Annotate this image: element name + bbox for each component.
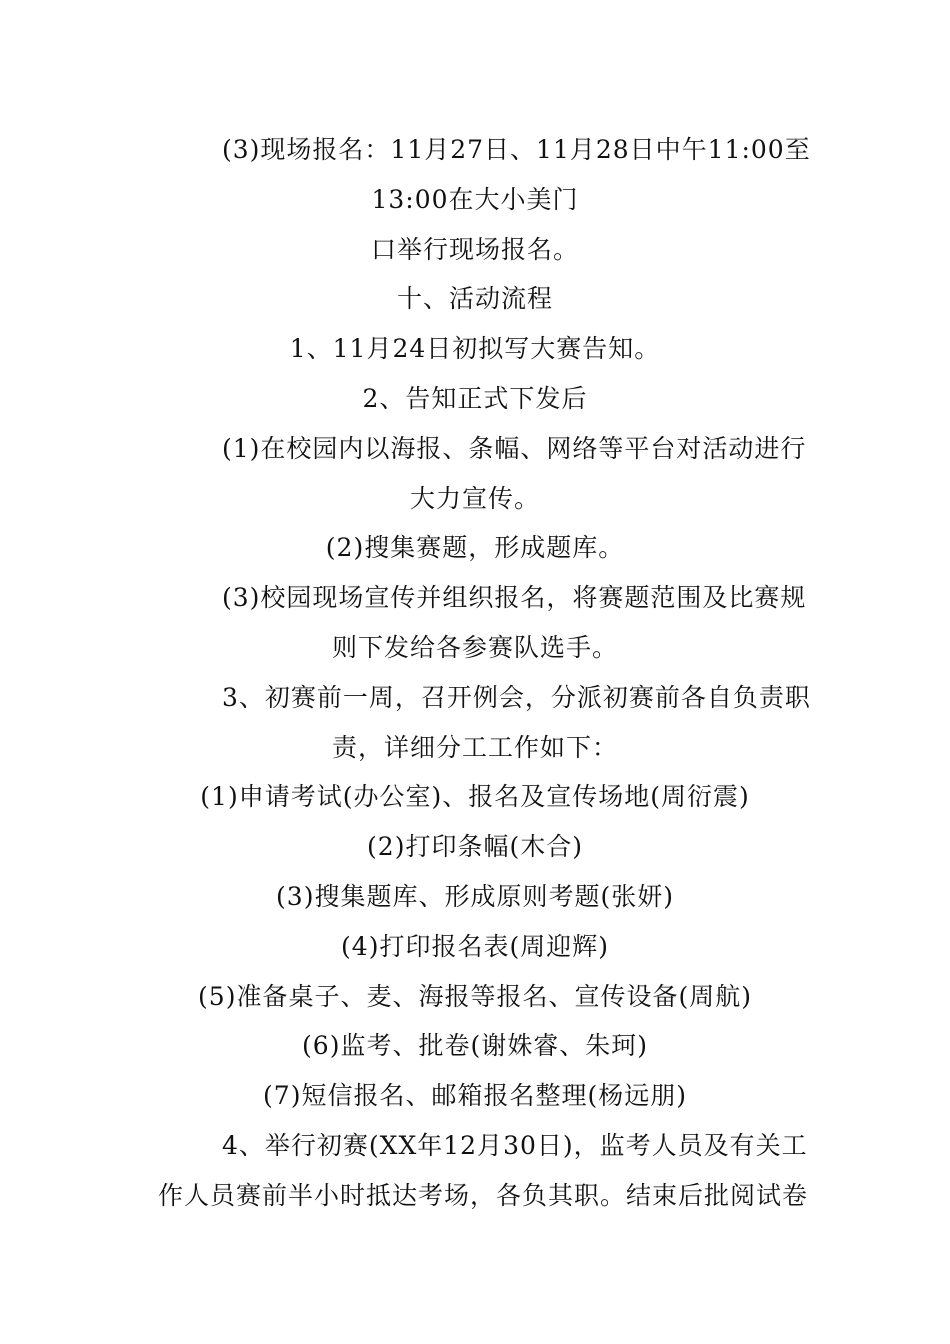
text-line: (2)打印条幅(木合) bbox=[367, 832, 583, 861]
text-line: (5)准备桌子、麦、海报等报名、宣传设备(周航) bbox=[198, 982, 752, 1011]
text-line: 责，详细分工工作如下： bbox=[331, 733, 618, 762]
text-line: 4、举行初赛(XX年12月30日)，监考人员及有关工 bbox=[222, 1131, 808, 1160]
text-line: 则下发给各参赛队选手。 bbox=[331, 633, 618, 662]
text-line: (4)打印报名表(周迎辉) bbox=[341, 932, 609, 961]
text-line: (1)申请考试(办公室)、报名及宣传场地(周衍震) bbox=[200, 782, 750, 811]
text-line: 2、告知正式下发后 bbox=[362, 384, 588, 413]
text-line: 口举行现场报名。 bbox=[370, 235, 579, 264]
text-line: 1、11月24日初拟写大赛告知。 bbox=[289, 334, 661, 363]
text-line: 13:00在大小美门 bbox=[371, 185, 579, 214]
text-line: (1)在校园内以海报、条幅、网络等平台对活动进行 bbox=[222, 434, 807, 463]
text-line: (6)监考、批卷(谢姝睿、朱珂) bbox=[302, 1031, 648, 1060]
text-line: (3)现场报名：11月27日、11月28日中午11:00至 bbox=[222, 135, 811, 164]
text-line: 作人员赛前半小时抵达考场，各负其职。结束后批阅试卷 bbox=[158, 1181, 809, 1210]
text-line: (2)搜集赛题，形成题库。 bbox=[325, 533, 625, 562]
text-line: (3)搜集题库、形成原则考题(张妍) bbox=[276, 882, 674, 911]
text-line: 3、初赛前一周，召开例会，分派初赛前各自负责职 bbox=[222, 683, 811, 712]
text-line: (3)校园现场宣传并组织报名，将赛题范围及比赛规 bbox=[222, 583, 807, 612]
text-line: (7)短信报名、邮箱报名整理(杨远朋) bbox=[263, 1081, 687, 1110]
section-heading: 十、活动流程 bbox=[396, 284, 553, 313]
text-line: 大力宣传。 bbox=[409, 484, 540, 513]
